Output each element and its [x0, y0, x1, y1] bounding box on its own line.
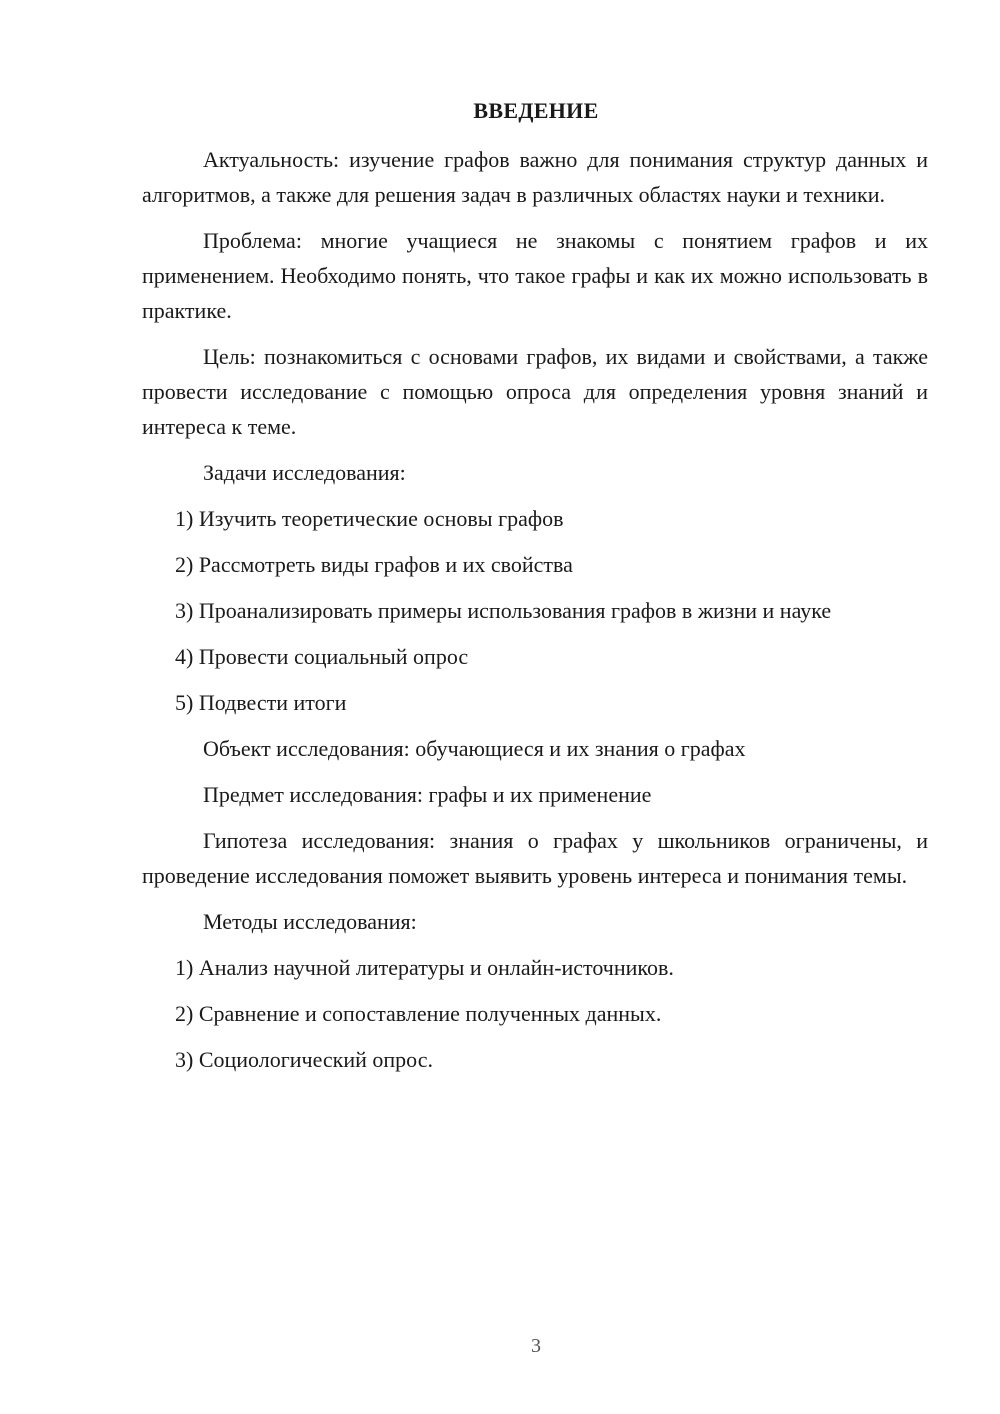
methods-list	[142, 950, 928, 1077]
method-item: 3) Социологический опрос.	[175, 1047, 433, 1072]
hypothesis-paragraph: Гипотеза исследования: знания о графах у школьников ограничены, и проведение исследования поможет выявить уровень интереса и понимания темы.	[142, 828, 928, 888]
task-item: 2) Рассмотреть виды графов и их свойства	[175, 552, 573, 577]
page-number: 3	[531, 1335, 541, 1357]
relevance-paragraph: Актуальность: изучение графов важно для понимания структур данных и алгоритмов, а также для решения задач в различных областях науки и техники.	[142, 147, 928, 207]
task-item: 5) Подвести итоги	[175, 690, 347, 715]
task-item: 4) Провести социальный опрос	[175, 644, 469, 669]
method-item: 1) Анализ научной литературы и онлайн-источников.	[175, 955, 674, 980]
goal-paragraph: Цель: познакомиться с основами графов, их видами и свойствами, а также провести исследование с помощью опроса для определения уровня знаний и интереса к теме.	[142, 344, 928, 439]
subject-paragraph: Предмет исследования: графы и их применение	[203, 782, 652, 807]
tasks-list	[142, 501, 928, 720]
method-item: 2) Сравнение и сопоставление полученных данных.	[175, 1001, 662, 1026]
methods-heading: Методы исследования:	[203, 909, 417, 934]
tasks-heading: Задачи исследования:	[203, 460, 406, 485]
object-paragraph: Объект исследования: обучающиеся и их знания о графах	[203, 736, 746, 761]
problem-paragraph: Проблема: многие учащиеся не знакомы с понятием графов и их применением. Необходимо понять, что такое графы и как их можно использовать в практике.	[142, 228, 928, 323]
task-item: 3) Проанализировать примеры использования графов в жизни и науке	[175, 598, 832, 623]
page-title: ВВЕДЕНИЕ	[473, 98, 599, 123]
document-body	[142, 142, 928, 1088]
task-item: 1) Изучить теоретические основы графов	[175, 506, 564, 531]
